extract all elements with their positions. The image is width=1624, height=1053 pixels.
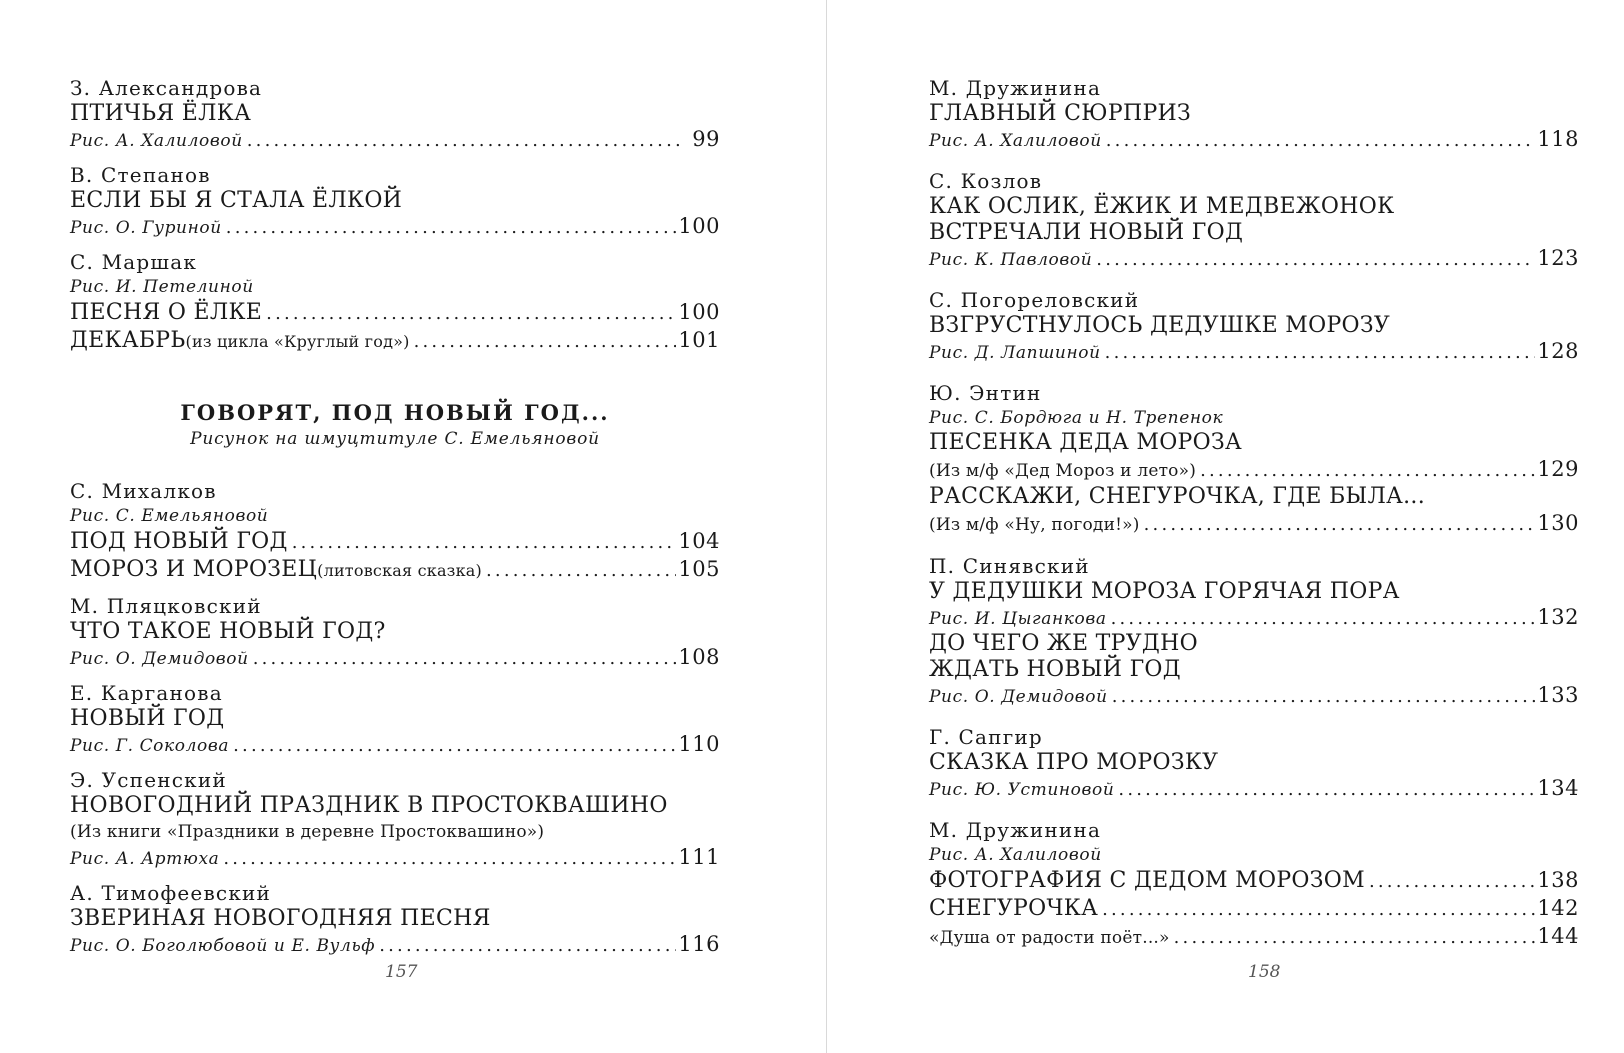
dot-leader [292, 530, 677, 556]
dot-leader [379, 934, 676, 958]
toc-group-before-section [70, 76, 720, 355]
section-heading [70, 399, 720, 451]
entry-line-illus [929, 127, 1579, 153]
entry-line-title [70, 101, 720, 127]
dot-leader [226, 216, 677, 240]
entry-title-text: МОРОЗ И МОРОЗЕЦ [70, 557, 318, 582]
toc-group-after-section [70, 479, 720, 958]
entry-page-number: 118 [1537, 127, 1579, 151]
entry-page-number: 134 [1537, 776, 1579, 800]
entry-page-number: 99 [692, 127, 720, 151]
entry-author: Ю. Энтин [929, 381, 1042, 405]
entry-page-number: 104 [678, 529, 720, 553]
entry-page-number: 142 [1537, 896, 1579, 920]
entry-illus-text: Рис. О. Демидовой [929, 687, 1108, 707]
entry-line-illus [929, 843, 1579, 867]
toc-entry [70, 250, 720, 355]
entry-illus-text: Рис. Г. Соколова [70, 736, 230, 756]
entry-title-text: ФОТОГРАФИЯ С ДЕДОМ МОРОЗОМ [929, 868, 1365, 893]
entry-illus-text: Рис. К. Павловой [929, 250, 1093, 270]
toc-entry [70, 76, 720, 153]
page-number-right: 158 [1248, 962, 1281, 982]
right-page [826, 0, 1624, 1053]
entry-line-illus [70, 504, 720, 528]
entry-title-text: НОВОГОДНИЙ ПРАЗДНИК В ПРОСТОКВАШИНО [70, 793, 668, 818]
entry-line-title [929, 430, 1579, 456]
entry-line-title [929, 657, 1579, 683]
entry-line-title [70, 556, 720, 584]
entry-title-text: ДЕКАБРЬ [70, 328, 186, 353]
dot-leader [1112, 685, 1536, 709]
entry-line-title [70, 299, 720, 327]
entry-page-number: 130 [1537, 511, 1579, 535]
entry-line-note [929, 923, 1579, 951]
entry-page-number: 132 [1537, 605, 1579, 629]
entry-illus-text: Рис. И. Петелиной [70, 277, 254, 297]
page-number-left: 157 [385, 962, 418, 982]
entry-author: М. Дружинина [929, 818, 1102, 842]
dot-leader [1111, 607, 1536, 631]
entry-author: Э. Успенский [70, 768, 227, 792]
entry-line-illus [929, 406, 1579, 430]
dot-leader [1102, 897, 1535, 923]
toc-entry [929, 381, 1579, 538]
dot-leader [486, 558, 676, 584]
entry-line-illus [70, 645, 720, 671]
entry-line-illus [929, 776, 1579, 802]
entry-author: С. Михалков [70, 479, 217, 503]
entry-subtitle: (из цикла «Круглый год») [185, 332, 410, 351]
toc-entry [70, 594, 720, 671]
entry-title-text: НОВЫЙ ГОД [70, 706, 225, 731]
dot-leader [223, 847, 676, 871]
dot-leader [1096, 248, 1535, 272]
entry-line-title [70, 706, 720, 732]
entry-title-text: ВСТРЕЧАЛИ НОВЫЙ ГОД [929, 220, 1244, 245]
entry-title-text: ВЗГРУСТНУЛОСЬ ДЕДУШКЕ МОРОЗУ [929, 313, 1391, 338]
dot-leader [1106, 129, 1536, 153]
entry-line-title [929, 220, 1579, 246]
entry-title-text: ДО ЧЕГО ЖЕ ТРУДНО [929, 631, 1198, 656]
entry-page-number: 100 [678, 214, 720, 238]
entry-line-title [70, 906, 720, 932]
entry-title-text: ПОД НОВЫЙ ГОД [70, 529, 288, 554]
entry-author: П. Синявский [929, 554, 1090, 578]
toc-entry [929, 725, 1579, 802]
entry-illus-text: Рис. И. Цыганкова [929, 609, 1107, 629]
entry-line-title [929, 750, 1579, 776]
entry-illus-text: Рис. А. Халиловой [70, 131, 243, 151]
entry-page-number: 128 [1537, 339, 1579, 363]
dot-leader [1105, 341, 1536, 365]
entry-author: С. Маршак [70, 250, 198, 274]
entry-title-text: СНЕГУРОЧКА [929, 896, 1099, 921]
toc-entry [70, 881, 720, 958]
entry-line-title [929, 579, 1579, 605]
entry-note-text: (Из м/ф «Дед Мороз и лето») [929, 461, 1197, 481]
entry-line-title [929, 631, 1579, 657]
toc-entry [929, 76, 1579, 153]
toc-entry [929, 554, 1579, 709]
entry-title-text: ПЕСНЯ О ЁЛКЕ [70, 300, 263, 325]
entry-line-title [70, 188, 720, 214]
entry-page-number: 123 [1537, 246, 1579, 270]
entry-author: С. Погореловский [929, 288, 1140, 312]
dot-leader [1118, 778, 1535, 802]
entry-line-illus [70, 932, 720, 958]
right-toc [929, 76, 1579, 967]
entry-line-title [70, 528, 720, 556]
entry-author: А. Тимофеевский [70, 881, 272, 905]
entry-illus-text: Рис. О. Гуриной [70, 218, 222, 238]
entry-author: З. Александрова [70, 76, 263, 100]
dot-leader [233, 734, 676, 758]
dot-leader [414, 329, 677, 355]
entry-illus-text: Рис. А. Халиловой [929, 131, 1102, 151]
entry-line-note [929, 456, 1579, 484]
section-subtitle: Рисунок на шмуцтитуле С. Емельяновой [190, 429, 600, 449]
entry-page-number: 100 [678, 300, 720, 324]
entry-title-text: РАССКАЖИ, СНЕГУРОЧКА, ГДЕ БЫЛА... [929, 484, 1425, 509]
entry-page-number: 101 [678, 328, 720, 352]
entry-line-illus [70, 127, 720, 153]
entry-title-text: ПЕСЕНКА ДЕДА МОРОЗА [929, 430, 1242, 455]
entry-line-illus [929, 339, 1579, 365]
entry-line-title [929, 194, 1579, 220]
dot-leader [1174, 925, 1536, 951]
entry-illus-text: Рис. Д. Лапшиной [929, 343, 1101, 363]
entry-note-text: (Из м/ф «Ну, погоди!») [929, 515, 1140, 535]
entry-line-title [70, 619, 720, 645]
entry-line-illus [929, 605, 1579, 631]
entry-page-number: 111 [678, 845, 720, 869]
left-toc [70, 76, 720, 968]
entry-line-title [929, 895, 1579, 923]
dot-leader [1200, 458, 1535, 484]
entry-line-note [929, 510, 1579, 538]
entry-page-number: 144 [1537, 924, 1579, 948]
entry-line-illus [929, 246, 1579, 272]
entry-page-number: 116 [678, 932, 720, 956]
toc-entry [70, 163, 720, 240]
entry-line-title [929, 313, 1579, 339]
entry-line-title [929, 101, 1579, 127]
entry-line-note [70, 819, 720, 845]
dot-leader [1144, 512, 1536, 538]
entry-line-illus [70, 214, 720, 240]
entry-author: М. Дружинина [929, 76, 1102, 100]
toc-entry [70, 681, 720, 758]
entry-author: В. Степанов [70, 163, 211, 187]
entry-illus-text: Рис. О. Боголюбовой и Е. Вульф [70, 936, 376, 956]
dot-leader [1369, 869, 1535, 895]
entry-line-title [929, 484, 1579, 510]
entry-illus-text: Рис. С. Емельяновой [70, 506, 269, 526]
entry-title-text: КАК ОСЛИК, ЁЖИК И МЕДВЕЖОНОК [929, 194, 1395, 219]
entry-line-illus [70, 275, 720, 299]
dot-leader [253, 647, 677, 671]
entry-illus-text: Рис. С. Бордюга и Н. Трепенок [929, 408, 1224, 428]
toc-entry [929, 288, 1579, 365]
entry-title-text: ЕСЛИ БЫ Я СТАЛА ЁЛКОЙ [70, 188, 403, 213]
entry-title-text: У ДЕДУШКИ МОРОЗА ГОРЯЧАЯ ПОРА [929, 579, 1400, 604]
entry-page-number: 105 [678, 557, 720, 581]
entry-title-text: ЖДАТЬ НОВЫЙ ГОД [929, 657, 1181, 682]
entry-page-number: 108 [678, 645, 720, 669]
entry-title-text: ПТИЧЬЯ ЁЛКА [70, 101, 252, 126]
entry-illus-text: Рис. А. Халиловой [929, 845, 1102, 865]
toc-entry [70, 479, 720, 584]
entry-title-text: ГЛАВНЫЙ СЮРПРИЗ [929, 101, 1192, 126]
entry-line-illus [70, 732, 720, 758]
entry-illus-text: Рис. О. Демидовой [70, 649, 249, 669]
entry-title-text: ЧТО ТАКОЕ НОВЫЙ ГОД? [70, 619, 386, 644]
entry-line-title [929, 867, 1579, 895]
entry-illus-text: Рис. А. Артюха [70, 849, 220, 869]
toc-entry [929, 169, 1579, 272]
entry-page-number: 138 [1537, 868, 1579, 892]
dot-leader [247, 129, 682, 153]
entry-illus-text: Рис. Ю. Устиновой [929, 780, 1115, 800]
entry-line-title [70, 327, 720, 355]
entry-page-number: 133 [1537, 683, 1579, 707]
section-title: ГОВОРЯТ, ПОД НОВЫЙ ГОД... [180, 400, 610, 425]
entry-note-text: «Душа от радости поёт...» [929, 928, 1170, 948]
entry-author: Г. Сапгир [929, 725, 1043, 749]
entry-note-text: (Из книги «Праздники в деревне Простоквашино») [70, 822, 545, 842]
entry-line-illus [70, 845, 720, 871]
entry-subtitle: (литовская сказка) [317, 561, 482, 580]
toc-entry [70, 768, 720, 871]
entry-line-illus [929, 683, 1579, 709]
entry-title-text: СКАЗКА ПРО МОРОЗКУ [929, 750, 1219, 775]
entry-author: М. Пляцковский [70, 594, 262, 618]
toc-group-right [929, 76, 1579, 951]
entry-page-number: 129 [1537, 457, 1579, 481]
entry-page-number: 110 [678, 732, 720, 756]
toc-entry [929, 818, 1579, 951]
entry-author: Е. Карганова [70, 681, 223, 705]
entry-title-text: ЗВЕРИНАЯ НОВОГОДНЯЯ ПЕСНЯ [70, 906, 491, 931]
entry-author: С. Козлов [929, 169, 1043, 193]
entry-line-title [70, 793, 720, 819]
dot-leader [266, 301, 676, 327]
